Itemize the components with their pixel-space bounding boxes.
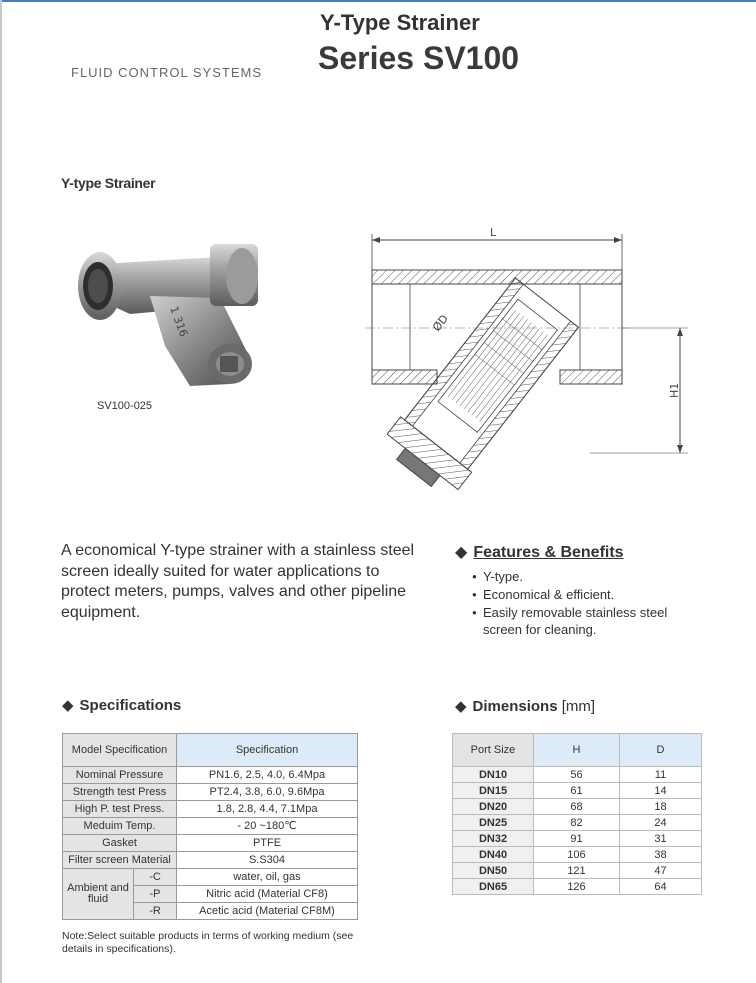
brand-text: FLUID CONTROL SYSTEMS [71,65,262,80]
product-description: A economical Y-type strainer with a stainless steel screen ideally suited for water applications to protect meters, pumps, valves and other pipeline equipment. [61,542,415,621]
table-row: DN40 106 38 [453,847,702,863]
page-title: Y-Type Strainer [320,10,480,35]
table-row: Nominal Pressure PN1.6, 2.5, 4.0, 6.4Mpa [63,767,358,784]
technical-drawing [360,220,700,505]
dimension-label-h1: H1 [668,382,681,398]
table-row: Meduim Temp. - 20 ~180℃ [63,818,358,835]
section-title: Y-type Strainer [61,175,156,191]
table-row: Filter screen Material S.S304 [63,852,358,869]
dimension-label-l: L [490,226,497,239]
feature-item: ● Y-type. [472,568,697,585]
product-photo [70,236,265,396]
top-border [0,0,756,2]
table-row: DN20 68 18 [453,799,702,815]
table-header-row [63,734,358,767]
table-row: DN50 121 47 [453,863,702,879]
table-row: High P. test Press. 1.8, 2.8, 4.4, 7.1Mpa [63,801,358,818]
table-row: DN15 61 14 [453,783,702,799]
table-header-cell: Model Specification [63,734,177,767]
table-row: Strength test Press PT2.4, 3.8, 6.0, 9.6Mpa [63,784,358,801]
footnote: Note:Select suitable products in terms of working medium (see details in specifications). [62,930,354,955]
features-heading: ◆ Features & Benefits [455,544,624,561]
table-row: DN25 82 24 [453,815,702,831]
diamond-bullet-icon: ◆ [62,697,74,714]
table-row: -P Nitric acid (Material CF8) [63,886,358,903]
table-header-row: Port Size H D [453,734,702,767]
series-title: Series SV100 [318,40,520,76]
dimensions-heading: ◆ Dimensions [mm] [455,698,596,715]
table-row: DN10 56 11 [453,767,702,783]
body-marking: 1 316 [167,304,191,339]
specifications-heading: ◆ Specifications [62,697,182,714]
dimension-label-d: ØD [430,312,451,334]
left-border [0,0,2,983]
feature-item: ● Economical & efficient. [472,586,697,603]
feature-item: ● Easily removable stainless steel screen for cleaning. [472,604,697,638]
features-list [472,568,697,639]
table-row: -R Acetic acid (Material CF8M) [63,903,358,920]
table-row: Gasket PTFE [63,835,358,852]
diamond-bullet-icon: ◆ [455,698,467,715]
specifications-table [62,733,358,920]
diamond-bullet-icon: ◆ [455,544,468,561]
table-row: Ambient and fluid -C water, oil, gas [63,869,358,886]
dimensions-table [452,733,702,895]
table-row: DN32 91 31 [453,831,702,847]
table-row: DN65 126 64 [453,879,702,895]
table-header-cell: Specification [177,734,358,767]
ambient-label: Ambient and fluid [63,869,134,920]
model-label: SV100-025 [97,400,153,412]
